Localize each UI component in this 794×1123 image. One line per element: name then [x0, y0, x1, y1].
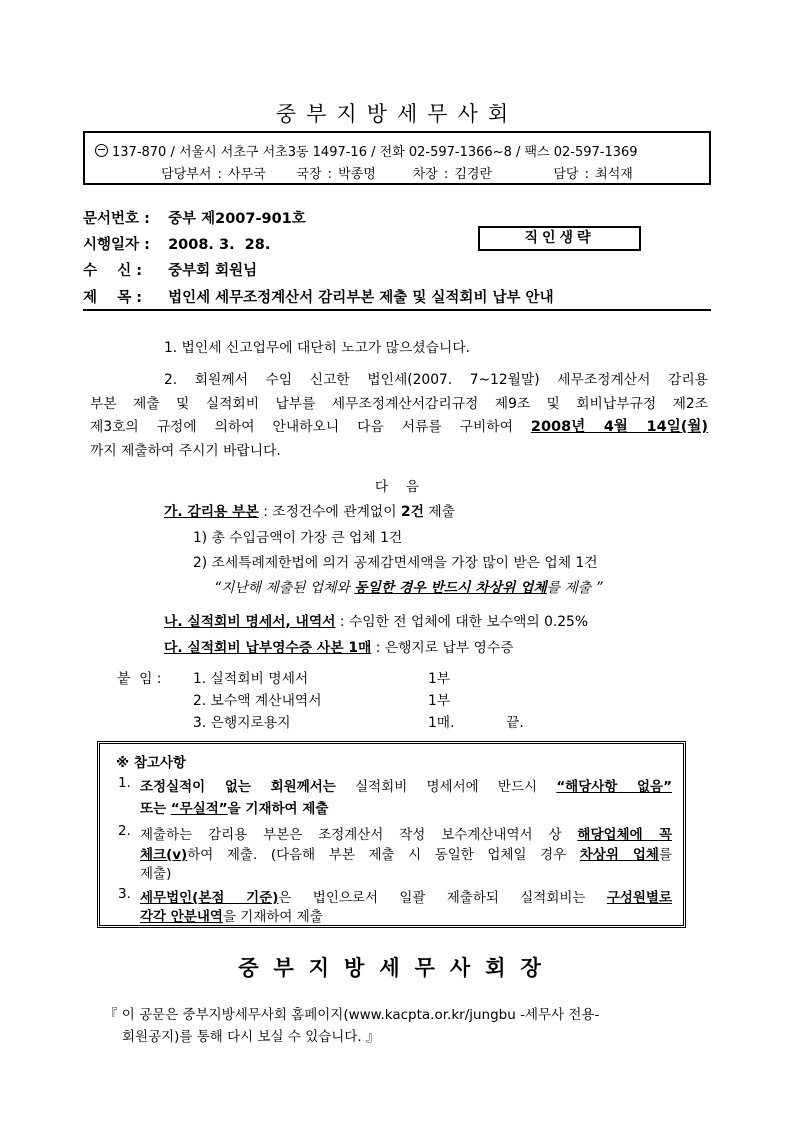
note-2-line-2: [140, 843, 672, 863]
note-2-l1-text: 제출하는 감리용 부본은 조정계산서 작성 보수계산내역서 상: [140, 827, 578, 843]
note-2-line-1: [140, 823, 672, 843]
section-heading: 다 음: [374, 479, 420, 495]
note-2-l2-post: 를: [658, 847, 672, 863]
paragraph-1: 1. 법인세 신고업무에 대단히 노고가 많으셨습니다.: [164, 340, 471, 356]
recipient: 중부회 회원님: [168, 263, 258, 279]
item-ga-note: [214, 576, 603, 596]
recipient-label: 수 신 :: [83, 263, 143, 279]
paragraph-2-line-1: 2. 회원께서 수임 신고한 법인세(2007. 7~12월말) 세무조정계산서 감리용: [164, 372, 708, 388]
item-na: [164, 610, 588, 630]
note-3-emphasis: 구성원별로: [606, 890, 673, 906]
recipient-row: [83, 259, 257, 280]
doc-number: 중부 제2007-901호: [168, 211, 306, 227]
deadline-date: 2008년 4월 14일(월): [530, 419, 708, 435]
contact-line: 담당부서 : 사무국 국장 : 박종명 차장 : 김경란 담당 : 최석재: [161, 167, 633, 182]
note-3-line-1: [140, 886, 672, 906]
note-1-line-2: [140, 797, 328, 817]
paragraph-2-line-3: [90, 415, 708, 436]
note-1-l2-pre: 또는: [140, 801, 171, 817]
item-da: [164, 636, 513, 656]
note-3-l2-text: 을 기재하여 제출: [222, 909, 323, 925]
note-2-l2-emphasis: 차상위 업체: [579, 847, 659, 863]
signature-title: 중부지방세무사회장: [238, 956, 556, 980]
address-line: [95, 141, 638, 160]
note-2-l1-emphasis: 해당업체에 꼭: [577, 827, 672, 843]
paragraph-2-line-2: 부본 제출 및 실적회비 납부를 세무조정계산서감리규정 제9조 및 회비납부규정 제2조: [90, 396, 708, 412]
phone-icon: [95, 144, 108, 157]
attachments-label: 붙 임 :: [117, 671, 162, 687]
doc-number-label: 문서번호 :: [83, 211, 150, 227]
date-value: 2008. 3. 28.: [168, 237, 271, 253]
item-ga-text-end: 제출: [423, 504, 455, 520]
attachment-name: 3. 은행지로용지: [193, 715, 291, 731]
doc-number-row: [83, 207, 306, 228]
note-1-number: 1.: [118, 775, 131, 791]
note-1-line-1: [140, 775, 672, 795]
attachment-name: 2. 보수액 계산내역서: [193, 693, 322, 709]
subject: 법인세 세무조정계산서 감리부본 제출 및 실적회비 납부 안내: [168, 290, 554, 306]
item-ga-label: 가. 감리용 부본: [164, 504, 259, 520]
note-2-number: 2.: [118, 823, 131, 839]
divider: [83, 309, 711, 311]
item-ga-note-emphasis: 동일한 경우 반드시 차상위 업체: [354, 580, 547, 596]
date-row: [83, 233, 270, 254]
item-ga: [164, 500, 455, 520]
notes-title: ※ 참고사항: [116, 755, 186, 771]
item-ga-count: 2건: [400, 504, 424, 520]
item-na-label: 나. 실적회비 명세서, 내역서: [164, 614, 336, 630]
subject-label: 제 목 :: [83, 290, 143, 306]
attachment-qty: 1부: [428, 693, 451, 709]
note-3-l1-text: 은 법인으로서 일괄 제출하되 실적회비는: [278, 890, 607, 906]
subject-row: [83, 286, 554, 307]
paragraph-2-line-3-text: 제3호의 규정에 의하여 안내하오니 다음 서류를 구비하여: [90, 419, 513, 435]
attachment-qty: 1매.: [428, 715, 455, 731]
attachment-name: 1. 실적회비 명세서: [193, 671, 309, 687]
item-ga-text: : 조정건수에 관계없이: [258, 504, 401, 520]
note-1-quote-2: “무실적”: [170, 801, 228, 817]
note-2-check: 체크(v): [140, 847, 188, 863]
item-ga-note-post: 를 제출 ”: [546, 580, 603, 596]
note-2-line-3: 제출): [140, 866, 172, 882]
end-mark: 끝.: [506, 715, 524, 731]
note-3-bold: 세무법인(본점 기준): [140, 890, 279, 906]
item-da-text: : 은행지로 납부 영수증: [371, 640, 514, 656]
item-ga-sub-2: 2) 조세특례제한법에 의거 공제감면세액을 가장 많이 받은 업체 1건: [193, 555, 598, 571]
attachment-qty: 1부: [428, 671, 451, 687]
org-title: 중부지방세무사회: [275, 102, 519, 126]
note-1-quote-1: “해당사항 없음”: [556, 779, 672, 795]
paragraph-2-line-4: 까지 제출하여 주시기 바랍니다.: [90, 443, 281, 459]
note-3-number: 3.: [118, 886, 131, 902]
note-3-l2-emphasis: 각각 안분내역: [140, 909, 223, 925]
seal-omitted-box: 직인생략: [478, 226, 641, 251]
note-3-line-2: [140, 905, 323, 925]
note-1-text: 실적회비 명세서에 반드시: [335, 779, 557, 795]
website-notice-line-2: 회원공지)를 통해 다시 보실 수 있습니다. 』: [122, 1029, 380, 1045]
website-notice-line-1: 『 이 공문은 중부지방세무사회 홈페이지(www.kacpta.or.kr/jungbu -세무사 전용-: [104, 1007, 600, 1023]
note-2-l2-text: 하여 제출. (다음해 부본 제출 시 동일한 업체일 경우: [187, 847, 580, 863]
date-label: 시행일자 :: [83, 237, 150, 253]
item-da-label: 다. 실적회비 납부영수증 사본 1매: [164, 640, 372, 656]
item-na-text: : 수임한 전 업체에 대한 보수액의 0.25%: [335, 614, 588, 630]
address-text: 137-870 / 서울시 서초구 서초3동 1497-16 / 전화 02-597-1366~8 / 팩스 02-597-1369: [112, 145, 638, 160]
item-ga-note-pre: “지난해 제출된 업체와: [214, 580, 355, 596]
note-1-l2-post: 을 기재하여 제출: [227, 801, 329, 817]
note-1-bold: 조정실적이 없는 회원께서는: [140, 779, 336, 795]
item-ga-sub-1: 1) 총 수입금액이 가장 큰 업체 1건: [193, 530, 403, 546]
